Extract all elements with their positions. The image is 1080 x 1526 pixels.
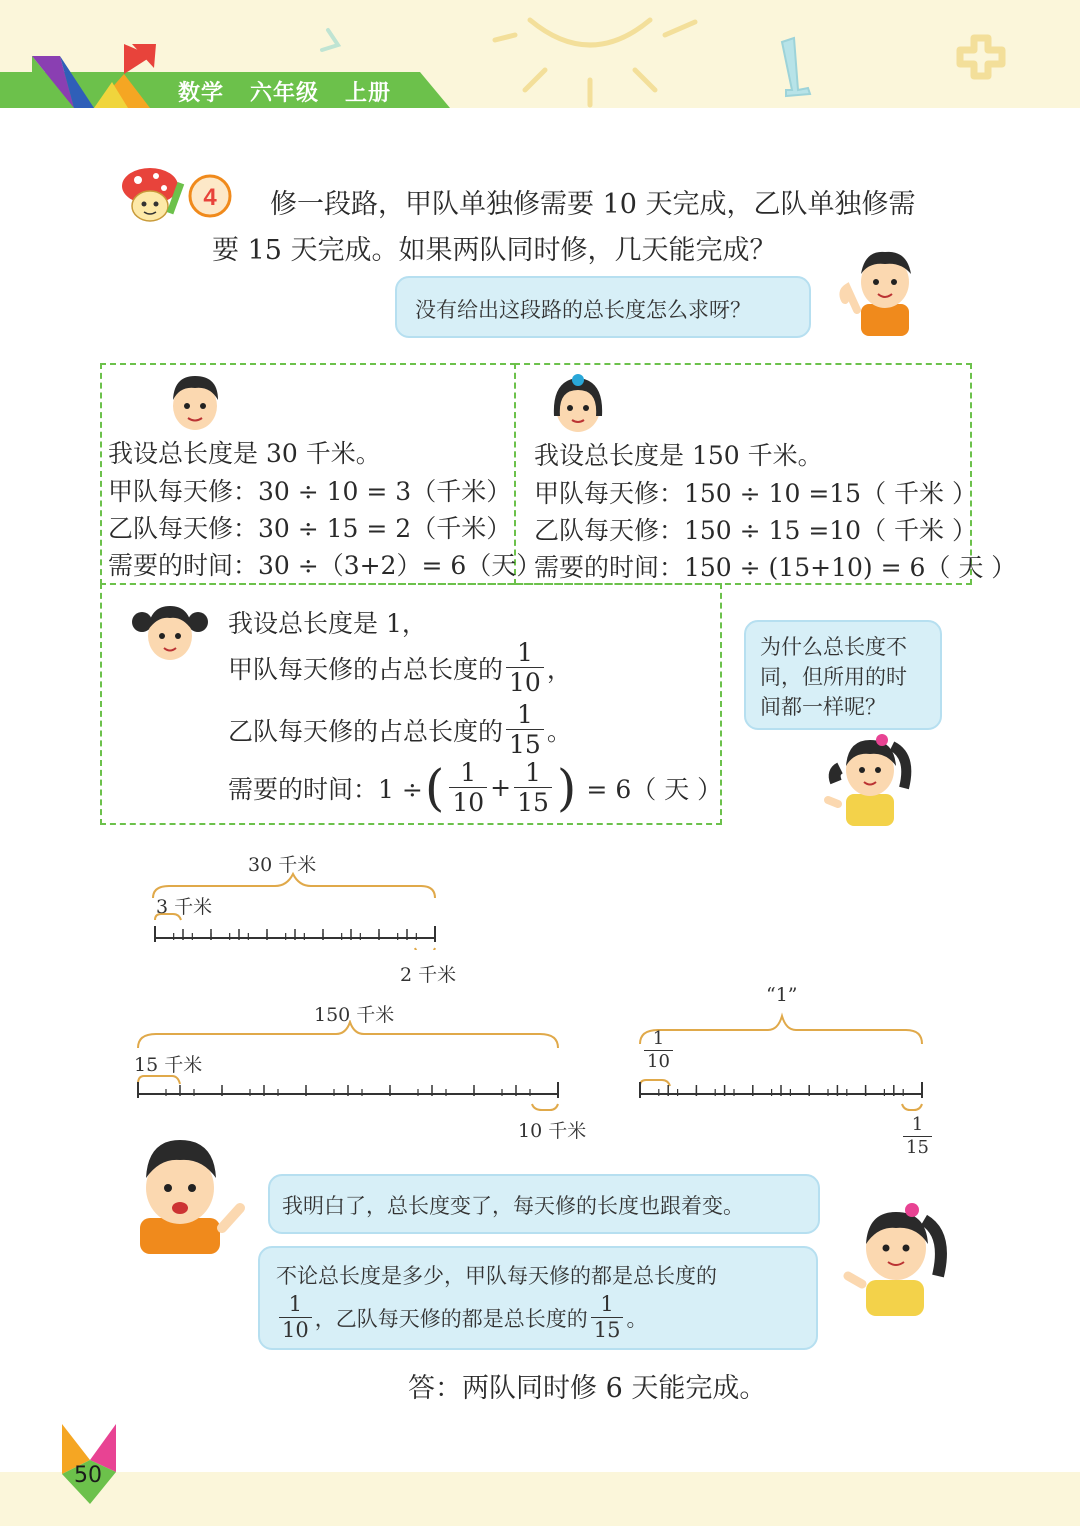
sol1-line-4-result: = 6（ 天 ） xyxy=(586,774,723,804)
sol30-line-1: 我设总长度是 30 千米。 xyxy=(108,439,381,468)
diagram1-frac-a xyxy=(641,1030,676,1071)
fraction-denominator: 15 xyxy=(506,729,544,757)
problem-badge xyxy=(188,174,234,220)
fraction-numerator: 1 xyxy=(652,1028,665,1049)
fraction-numerator: 1 xyxy=(460,758,477,787)
sol1-line-2 xyxy=(228,640,572,695)
boy-avatar xyxy=(166,372,224,432)
speech-bubble-why-line-3: 间都一样呢？ xyxy=(760,695,886,719)
fraction-1-15-sum xyxy=(514,760,552,815)
header-subject: 数学 xyxy=(178,81,225,106)
fraction-1-15-bubble xyxy=(591,1294,624,1341)
sol1-line-4 xyxy=(228,760,722,815)
diagram30-part-b-label: 2 千米 xyxy=(400,964,457,986)
diagram150-part-b-label: 10 千米 xyxy=(518,1120,587,1142)
girl-avatar xyxy=(548,372,608,434)
plus-sign: + xyxy=(490,773,512,802)
header-grade: 六年级 xyxy=(250,81,320,106)
problem-line-1: 修一段路，甲队单独修需要 10 天完成，乙队单独修需 xyxy=(270,189,916,220)
diagram150-total-label: 150 千米 xyxy=(314,1004,395,1026)
conclusion-line-2 xyxy=(276,1294,800,1341)
sol1-line-4-text: 需要的时间：1 ÷ xyxy=(228,774,423,804)
fraction-denominator: 10 xyxy=(279,1317,312,1341)
fraction-1-10-sum xyxy=(449,760,487,815)
diagram30-total-label: 30 千米 xyxy=(248,854,317,876)
boy-character-bottom xyxy=(130,1136,254,1254)
speech-bubble-why-line-1: 为什么总长度不 xyxy=(760,635,907,659)
diagram30-part-a-label: 3 千米 xyxy=(156,896,213,918)
fraction-numerator: 1 xyxy=(516,638,533,667)
fraction-numerator: 1 xyxy=(525,758,541,787)
fraction-1-15 xyxy=(506,702,544,757)
sol30-line-3: 乙队每天修：30 ÷ 15 = 2（千米） xyxy=(108,514,512,543)
fraction-denominator: 10 xyxy=(506,667,544,695)
speech-bubble-understand xyxy=(268,1174,820,1234)
fraction-1-10 xyxy=(506,640,544,695)
diagram1-frac-b xyxy=(900,1116,935,1157)
speech-bubble-conclusion xyxy=(258,1246,818,1350)
header-volume: 上册 xyxy=(345,81,392,106)
fraction-1-15-diagram xyxy=(903,1116,932,1157)
conclusion-line-2-end: 。 xyxy=(626,1306,648,1331)
girl-character-right xyxy=(822,732,914,826)
problem-number: 4 xyxy=(203,184,217,211)
sol1-line-2-suffix: ， xyxy=(546,654,572,684)
sol150-line-3: 乙队每天修：150 ÷ 15 =10（ 千米 ） xyxy=(534,516,977,545)
sol150-line-4: 需要的时间：150 ÷ (15+10) = 6（ 天 ） xyxy=(534,553,1017,582)
sol1-line-1: 我设总长度是 1， xyxy=(228,609,427,638)
fraction-denominator: 15 xyxy=(514,787,552,815)
girl-pigtails-avatar xyxy=(132,600,208,664)
sol1-line-3 xyxy=(228,702,572,757)
page-number: 50 xyxy=(74,1463,102,1488)
sol1-line-2-text: 甲队每天修的占总长度的 xyxy=(228,654,504,684)
girl-character-bottom xyxy=(840,1200,948,1316)
footer-band xyxy=(0,1472,1080,1526)
conclusion-line-2-text: ，乙队每天修的都是总长度的 xyxy=(314,1306,588,1331)
fraction-numerator: 1 xyxy=(516,700,533,729)
speech-bubble-question-text: 没有给出这段路的总长度怎么求呀？ xyxy=(415,298,751,322)
fraction-1-10-diagram xyxy=(644,1030,673,1071)
diagram1-total-label: “1” xyxy=(766,984,798,1006)
axis-1 xyxy=(640,1082,922,1098)
fraction-1-10-bubble xyxy=(279,1294,312,1341)
boy-character-top xyxy=(835,244,935,336)
axis-150 xyxy=(138,1082,558,1098)
sol30-line-2: 甲队每天修：30 ÷ 10 = 3（千米） xyxy=(108,477,512,506)
fraction-numerator: 1 xyxy=(600,1292,614,1316)
mushroom-pencil-icon xyxy=(120,166,190,228)
fraction-denominator: 15 xyxy=(903,1136,932,1157)
sol1-line-3-text: 乙队每天修的占总长度的 xyxy=(228,716,504,746)
paren-left: ( xyxy=(424,758,445,817)
sol30-line-4: 需要的时间：30 ÷（3+2）= 6（天） xyxy=(108,551,542,580)
problem-line-2: 要 15 天完成。如果两队同时修，几天能完成？ xyxy=(212,235,777,266)
sol1-line-3-suffix: 。 xyxy=(546,716,572,746)
speech-bubble-why xyxy=(744,620,942,730)
fraction-denominator: 15 xyxy=(591,1317,624,1341)
fraction-denominator: 10 xyxy=(644,1050,673,1071)
fraction-denominator: 10 xyxy=(449,787,487,815)
tangram-logo xyxy=(32,44,162,108)
paren-right: ) xyxy=(556,758,577,817)
header-title xyxy=(178,76,391,107)
sol150-line-1: 我设总长度是 150 千米。 xyxy=(534,441,823,470)
conclusion-line-1: 不论总长度是多少，甲队每天修的都是总长度的 xyxy=(276,1264,717,1288)
speech-bubble-why-line-2: 同，但所用的时 xyxy=(760,665,907,689)
diagram-1 xyxy=(632,1010,932,1120)
speech-bubble-understand-text: 我明白了，总长度变了，每天修的长度也跟着变。 xyxy=(282,1194,744,1218)
fraction-numerator: 1 xyxy=(288,1292,303,1316)
fraction-numerator: 1 xyxy=(911,1114,924,1135)
speech-bubble-question xyxy=(395,276,811,338)
sol150-line-2: 甲队每天修：150 ÷ 10 =15（ 千米 ） xyxy=(534,479,977,508)
diagram150-part-a-label: 15 千米 xyxy=(134,1054,203,1076)
axis-30 xyxy=(155,926,435,942)
answer-text: 答：两队同时修 6 天能完成。 xyxy=(408,1373,767,1404)
